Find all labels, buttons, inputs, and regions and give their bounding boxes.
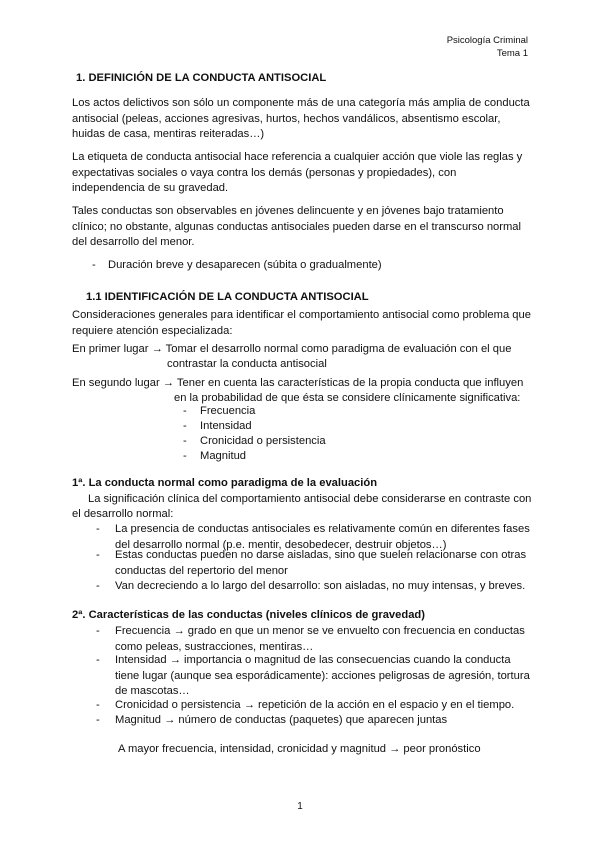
section-1-1-intro: Consideraciones generales para identificar el comportamiento antisocial como problema que requiere atención especializada: (72, 309, 531, 337)
section-1-title: 1. DEFINICIÓN DE LA CONDUCTA ANTISOCIAL (76, 72, 327, 84)
first-consideration-cont: contrastar la conducta antisocial (167, 358, 327, 370)
criterion-item: Intensidad (200, 420, 252, 432)
criterion-item: Cronicidad o persistencia (200, 435, 326, 447)
page-number: 1 (297, 801, 303, 812)
criterion-item: Magnitud (200, 450, 247, 462)
subsection-2-title: 2ª. Características de las conductas (niveles clínicos de gravedad) (72, 609, 425, 621)
list-item: Cronicidad o persistencia → repetición de la acción en el espacio y en el tiempo. (115, 699, 515, 711)
subsection-1-intro: La significación clínica del comportamiento antisocial debe considerarse en contraste con (88, 493, 532, 505)
section-1-paragraph-2: La etiqueta de conducta antisocial hace referencia a cualquier acción que viole las reglas y expectativas sociales o vaya contra los demás (personas y propiedades), con independencia de su gravedad. (72, 151, 523, 194)
section-1-bullet: Duración breve y desaparecen (súbita o gradualmente) (108, 259, 382, 271)
header-topic: Tema 1 (496, 48, 528, 59)
list-item: Frecuencia → grado en que un menor se ve envuelto con frecuencia en conductas como peleas, sustracciones, mentiras… (115, 625, 525, 653)
second-consideration: En segundo lugar → Tener en cuenta las características de la propia conducta que influyen (72, 377, 524, 389)
subsection-1-intro-cont: el desarrollo normal: (72, 508, 174, 520)
criterion-item: Frecuencia (200, 405, 256, 417)
list-item: Estas conductas pueden no darse aisladas, sino que suelen relacionarse con otras conductas del repertorio del menor (115, 549, 527, 577)
subsection-1-title: 1ª. La conducta normal como paradigma de la evaluación (72, 477, 378, 489)
header-subject: Psicología Criminal (446, 35, 528, 46)
section-1-paragraph-1: Los actos delictivos son sólo un componente más de una categoría más amplia de conducta antisocial (peleas, acciones agresivas, hurtos, hechos vandálicos, absentismo escolar, huidas de casa, mentiras reiteradas…) (72, 97, 530, 140)
conclusion: A mayor frecuencia, intensidad, cronicidad y magnitud → peor pronóstico (118, 743, 481, 755)
second-consideration-cont: en la probabilidad de que ésta se considere clínicamente significativa: (174, 392, 521, 404)
section-1-1-title: 1.1 IDENTIFICACIÓN DE LA CONDUCTA ANTISOCIAL (86, 291, 369, 303)
section-1-paragraph-3: Tales conductas son observables en jóvenes delincuente y en jóvenes bajo tratamiento clínico; no obstante, algunas conductas antisociales pueden darse en el transcurso normal del desarrollo del menor. (72, 205, 522, 248)
list-item: Van decreciendo a lo largo del desarrollo: son aisladas, no muy intensas, y breves. (115, 580, 526, 592)
list-item: La presencia de conductas antisociales es relativamente común en diferentes fases del desarrollo normal (p.e. mentir, desobedecer, destruir objetos…) (115, 523, 530, 551)
first-consideration: En primer lugar → Tomar el desarrollo normal como paradigma de evaluación con el que (72, 343, 512, 355)
bullet-dash: - (92, 259, 96, 271)
list-item: Magnitud → número de conductas (paquetes) que aparecen juntas (115, 714, 448, 726)
list-item: Intensidad → importancia o magnitud de las consecuencias cuando la conducta tiene lugar (aunque sea esporádicamente): acciones peligrosas de agresión, tortura de mascotas… (115, 654, 530, 697)
document-page: Psicología Criminal Tema 1 1. DEFINICIÓN DE LA CONDUCTA ANTISOCIAL Los actos delictivos son sólo un componente más de una categoría más amplia de conducta antisocial (peleas, acciones agresivas, hurtos, hechos vandálicos, absentismo escolar, huidas de casa, mentiras reiteradas…) La etiqueta de conducta antisocial hace referencia a cualquier acción que viole las reglas y expectativas sociales o vaya contra los demás (personas y propiedades), con independencia de su gravedad. Tales conductas son observables en jóvenes delincuente y en jóvenes bajo tratamiento clínico; no obstante, algunas conductas antisociales pueden darse en el transcurso normal del desarrollo del menor. - Duración breve y desaparecen (súbita o gradualmente) 1.1 IDENTIFICACIÓN DE LA CONDUCTA ANTISOCIAL Consideraciones generales para identificar el comportamiento antisocial como problema que requiere atención especializada: En primer lugar → Tomar el desarrollo normal como paradigma de evaluación con el que contrastar la conducta antisocial En segundo lugar → Tener en cuenta las características de la propia conducta que influyen en la probabilidad de que ésta se considere clínicamente significativa: - Frecuencia - Intensidad - Cronicidad o persistencia - Magnitud 1ª. La conducta normal como paradigma de la evaluación La significación clínica del comportamiento antisocial debe considerarse en contraste con el desarrollo normal: - La presencia de conductas antisociales es relativamente común en diferentes fases del desarrollo normal (p.e. mentir, desobedecer, destruir objetos…) - Estas conductas pueden no darse aisladas, sino que suelen relacionarse con otras conductas del repertorio del menor - Van decreciendo a lo largo del desarrollo: son aisladas, no muy intensas, y breves. 2ª. Características de las conductas (niveles clínicos de gravedad) - Frecuencia → grado en que un menor se ve envuelto con frecuencia en conductas como peleas, sustracciones, mentiras… - Intensidad → importancia o magnitud de las consecuencias cuando la conducta tiene lugar (aunque sea esporádicamente): acciones peligrosas de agresión, tortura de mascotas… - Cronicidad o persistencia → repetición de la acción en el espacio y en el tiempo. - Magnitud → número de conductas (paquetes) que aparecen juntas A mayor frecuencia, intensidad, cronicidad y magnitud → peor pronóstico 1 (0, 0, 600, 848)
